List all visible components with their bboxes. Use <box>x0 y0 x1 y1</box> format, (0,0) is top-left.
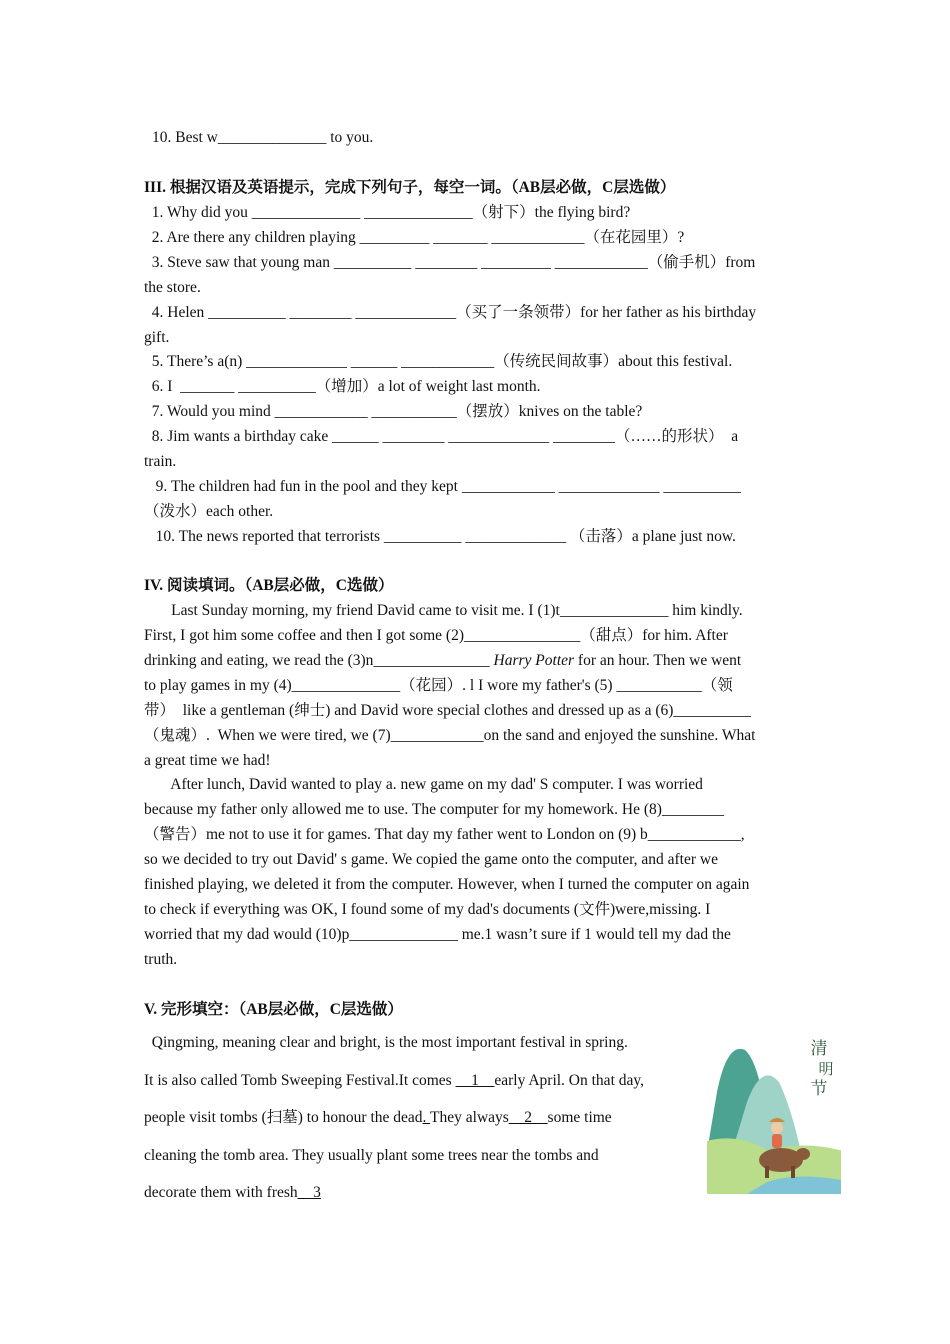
qing-char: 清 <box>810 1039 828 1059</box>
s3-line: 8. Jim wants a birthday cake ______ ________ _____________ ________（……的形状） a <box>144 428 739 445</box>
s3-line: 3. Steve saw that young man __________ ________ _________ ____________（偷手机）from <box>144 254 756 271</box>
section-5-heading: V. 完形填空：（AB层必做，C层选做） <box>144 1001 403 1018</box>
cloze-line: people visit tombs (扫墓) to honour the dead. They always__2__some time <box>144 1109 612 1126</box>
s4-line: to check if everything was OK, I found some of my dad's documents (文件)were,missing. I <box>144 901 711 918</box>
cloze-line: It is also called Tomb Sweeping Festival.It comes __1__early April. On that day, <box>144 1071 644 1089</box>
s4-line: so we decided to try out David' s game. We copied the game onto the computer, and after we <box>144 851 718 868</box>
s4-line: Last Sunday morning, my friend David came to visit me. I (1)t______________ him kindly. <box>144 602 743 619</box>
s4-line: （鬼魂）. When we were tired, we (7)____________on the sand and enjoyed the sunshine. What <box>144 727 756 744</box>
s4-line: worried that my dad would (10)p______________ me.1 wasn’t sure if 1 would tell my dad the <box>144 926 731 943</box>
s4-line: （警告）me not to use it for games. That day my father went to London on (9) b____________, <box>144 826 745 843</box>
cloze-line: cleaning the tomb area. They usually plant some trees near the tombs and <box>144 1146 599 1164</box>
cloze-line: decorate them with fresh__3 <box>144 1184 321 1201</box>
cloze-passage <box>144 1024 679 1212</box>
ox-head <box>796 1148 810 1160</box>
s3-line: 5. There’s a(n) _____________ ______ ____________（传统民间故事）about this festival. <box>144 353 733 370</box>
s4-line: to play games in my (4)______________（花园）. l I wore my father's (5) ___________（领 <box>144 677 733 694</box>
qingming-illustration <box>707 1032 841 1194</box>
qingming-illustration-svg <box>707 1032 841 1194</box>
s4-line: First, I got him some coffee and then I got some (2)_______________（甜点）for him. After <box>144 627 728 644</box>
ox-leg <box>765 1166 769 1178</box>
s3-line: 2. Are there any children playing _________ _______ ____________（在花园里）? <box>144 229 685 246</box>
s4-line: truth. <box>144 951 178 968</box>
section-3-heading: III. 根据汉语及英语提示，完成下列句子，每空一词。（AB层必做，C层选做） <box>144 179 676 196</box>
s3-line: 4. Helen __________ ________ _____________（买了一条领带）for her father as his birthday <box>144 304 757 321</box>
ox-leg <box>791 1166 795 1178</box>
cloze-blank-3[interactable]: __3 <box>297 1184 321 1201</box>
s4-line-harry-potter: drinking and eating, we read the (3)n_______________ Harry Potter for an hour. Then we went <box>144 652 742 669</box>
s4-line: After lunch, David wanted to play a. new game on my dad' S computer. I was worried <box>144 776 703 793</box>
s3-line: the store. <box>144 279 201 296</box>
s3-line: train. <box>144 453 177 470</box>
section-4-heading: IV. 阅读填词。（AB层必做，C选做） <box>144 577 394 594</box>
child-head <box>771 1122 783 1134</box>
s4-line: because my father only allowed me to use. The computer for my homework. He (8)________ <box>144 801 724 818</box>
s3-line: （泼水）each other. <box>144 503 274 520</box>
s4-line: a great time we had! <box>144 752 271 769</box>
ming-char: 明 <box>818 1060 834 1078</box>
s3-line: 6. I _______ __________（增加）a lot of weight last month. <box>144 378 541 395</box>
child-body <box>772 1134 782 1148</box>
cloze-blank-2[interactable]: __2__ <box>508 1109 548 1126</box>
s4-line: 带） like a gentleman (绅士) and David wore special clothes and dressed up as a (6)__________ <box>144 702 751 719</box>
s4-line: finished playing, we deleted it from the computer. However, when I turned the computer on again <box>144 876 750 893</box>
s3-line: gift. <box>144 329 170 346</box>
jie-char: 节 <box>810 1079 828 1099</box>
s3-line: 10. The news reported that terrorists __________ _____________ （击落）a plane just now. <box>144 528 736 545</box>
s3-line: 1. Why did you ______________ ______________（射下）the flying bird? <box>144 204 631 221</box>
book-title: Harry Potter <box>493 652 575 669</box>
cloze-line: Qingming, meaning clear and bright, is the most important festival in spring. <box>144 1034 628 1051</box>
item-10-best-wishes: 10. Best w______________ to you. <box>152 129 374 146</box>
cloze-blank-1[interactable]: __1__ <box>455 1071 495 1089</box>
s3-line: 7. Would you mind ____________ ___________（摆放）knives on the table? <box>144 403 643 420</box>
s3-line: 9. The children had fun in the pool and they kept ____________ _____________ __________ <box>144 478 741 495</box>
